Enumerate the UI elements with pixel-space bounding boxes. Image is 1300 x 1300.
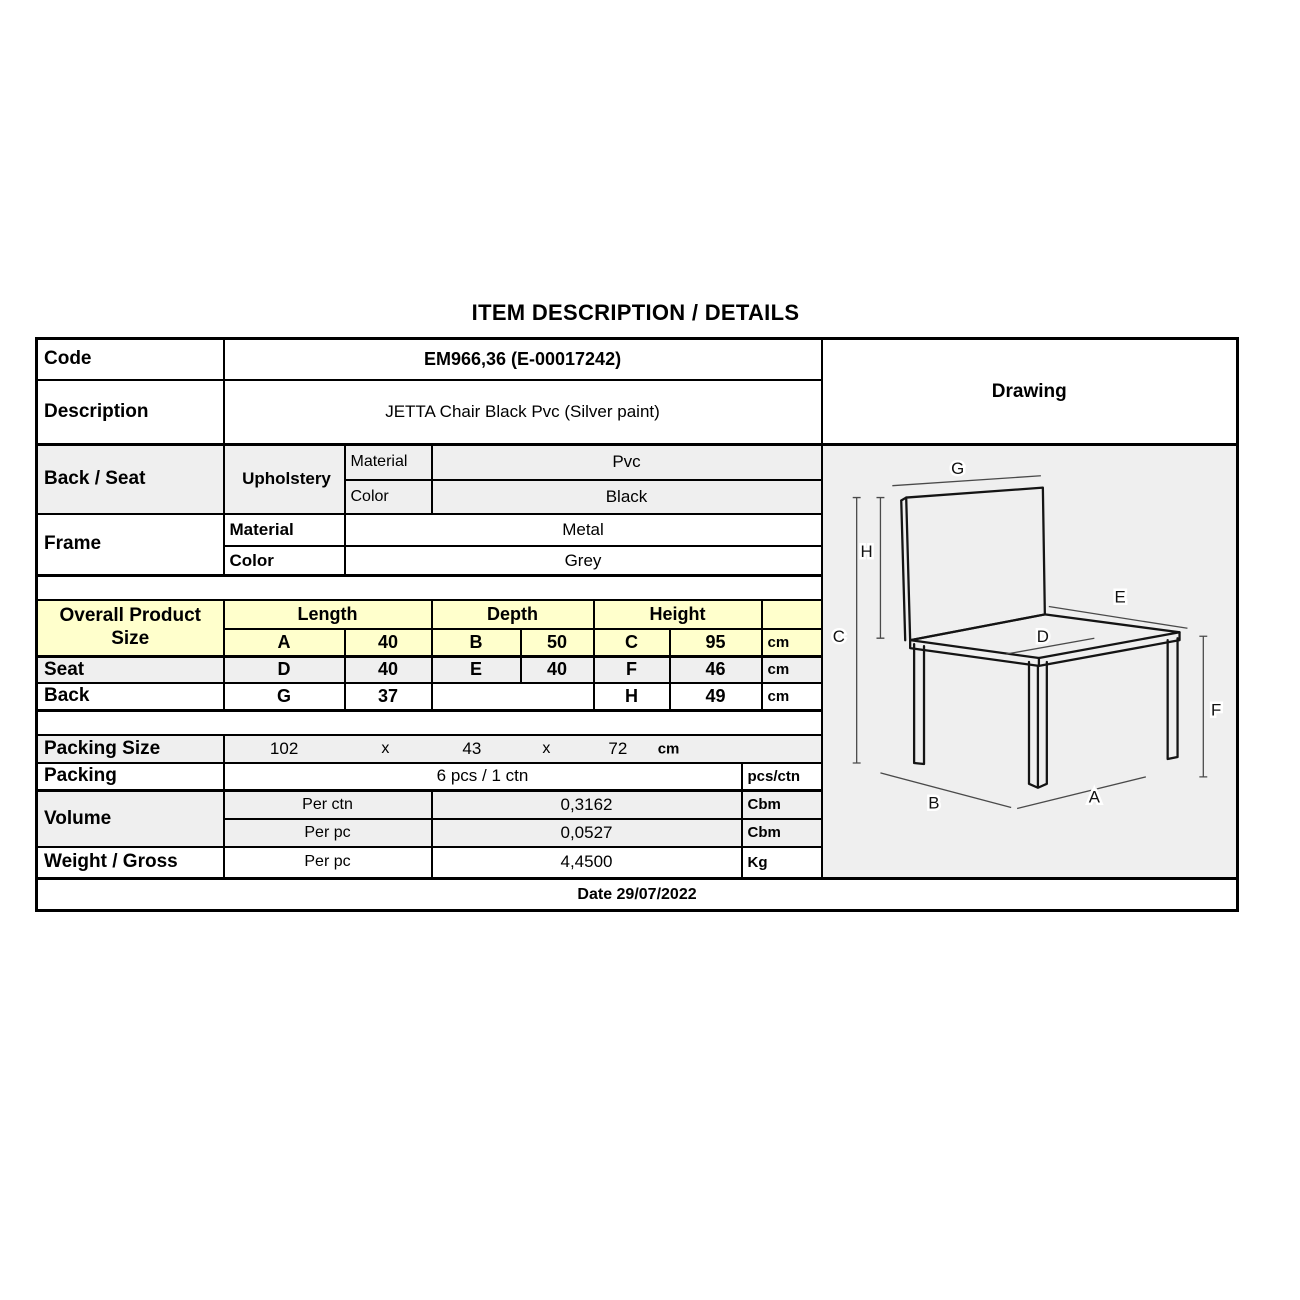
volume-per-pc-value: 0,0527 — [432, 819, 742, 847]
dim-h-letter: H — [594, 683, 670, 710]
date-value: Date 29/07/2022 — [37, 879, 1238, 911]
dim-label-e: E — [1114, 587, 1126, 607]
dim-c-letter: C — [594, 629, 670, 656]
back-unit: cm — [762, 683, 822, 710]
packing-size-x2: x — [542, 740, 551, 758]
dim-d-value: 40 — [345, 656, 432, 683]
dim-b-value: 50 — [521, 629, 594, 656]
size-header-height: Height — [594, 600, 762, 629]
page-title: ITEM DESCRIPTION / DETAILS — [471, 300, 800, 325]
description-label: Description — [37, 380, 224, 445]
code-label: Code — [37, 339, 224, 380]
packing-size-value — [224, 735, 822, 763]
frame-color-label: Color — [224, 546, 345, 576]
spec-table — [35, 337, 1239, 912]
dim-h-value: 49 — [670, 683, 762, 710]
chair-left-leg — [914, 644, 924, 764]
seat-unit: cm — [762, 656, 822, 683]
weight-value: 4,4500 — [432, 847, 742, 879]
dim-g-value: 37 — [345, 683, 432, 710]
back-depth-empty — [432, 683, 594, 710]
chair-backrest-edge — [901, 498, 906, 641]
overall-unit: cm — [762, 629, 822, 656]
dim-e-value: 40 — [521, 656, 594, 683]
dim-g-letter: G — [224, 683, 345, 710]
code-value: EM966,36 (E-00017242) — [224, 339, 822, 380]
spacer-cell — [37, 576, 822, 600]
back-seat-color-label: Color — [345, 480, 432, 514]
dim-b-letter: B — [432, 629, 521, 656]
dim-line-b — [880, 773, 1011, 808]
size-header-depth: Depth — [432, 600, 594, 629]
frame-material-label: Material — [224, 514, 345, 546]
back-seat-material-value: Pvc — [432, 445, 822, 480]
weight-unit: Kg — [742, 847, 822, 879]
back-seat-label: Back / Seat — [37, 445, 224, 514]
dim-e-letter: E — [432, 656, 521, 683]
packing-size-height: 72 — [608, 739, 628, 759]
back-seat-material-label: Material — [345, 445, 432, 480]
dim-label-h: H — [860, 541, 873, 561]
packing-size-length: 102 — [269, 739, 299, 759]
dim-label-a: A — [1088, 787, 1100, 807]
frame-material-value: Metal — [345, 514, 822, 546]
size-header-length: Length — [224, 600, 432, 629]
dim-label-g: G — [950, 458, 964, 478]
dim-line-d — [1006, 638, 1094, 654]
packing-size-x1: x — [381, 740, 390, 758]
drawing-canvas — [822, 445, 1238, 879]
weight-label: Weight / Gross — [37, 847, 224, 879]
packing-size-unit: cm — [657, 740, 680, 758]
chair-right-leg — [1167, 638, 1177, 759]
volume-per-pc-label: Per pc — [224, 819, 432, 847]
description-value: JETTA Chair Black Pvc (Silver paint) — [224, 380, 822, 445]
packing-unit: pcs/ctn — [742, 763, 822, 790]
spacer-cell — [37, 710, 822, 735]
frame-label: Frame — [37, 514, 224, 576]
weight-attr: Per pc — [224, 847, 432, 879]
dim-label-f: F — [1210, 700, 1221, 720]
dim-f-value: 46 — [670, 656, 762, 683]
volume-per-ctn-label: Per ctn — [224, 790, 432, 818]
volume-per-ctn-unit: Cbm — [742, 790, 822, 818]
dim-line-c — [852, 498, 860, 763]
volume-per-pc-unit: Cbm — [742, 819, 822, 847]
packing-label: Packing — [37, 763, 224, 790]
code-row — [37, 339, 1238, 380]
dim-d-letter: D — [224, 656, 345, 683]
back-seat-color-value: Black — [432, 480, 822, 514]
packing-size-depth: 43 — [462, 739, 482, 759]
dim-label-b: B — [927, 793, 940, 813]
dim-line-g — [892, 476, 1041, 486]
volume-label: Volume — [37, 790, 224, 846]
dim-a-value: 40 — [345, 629, 432, 656]
dim-label-c: C — [832, 627, 845, 647]
dim-c-value: 95 — [670, 629, 762, 656]
drawing-header: Drawing — [822, 339, 1238, 445]
packing-size-label: Packing Size — [37, 735, 224, 763]
dim-label-d: D — [1036, 627, 1049, 647]
size-table-label: Overall Product Size — [37, 600, 224, 656]
size-header-unit-empty — [762, 600, 822, 629]
dim-f-letter: F — [594, 656, 670, 683]
dim-line-h — [876, 498, 884, 639]
packing-value: 6 pcs / 1 ctn — [224, 763, 742, 790]
frame-color-value: Grey — [345, 546, 822, 576]
seat-row-label: Seat — [37, 656, 224, 683]
back-seat-material-row — [37, 445, 1238, 480]
dim-line-a — [1017, 777, 1146, 809]
dim-a-letter: A — [224, 629, 345, 656]
chair-drawing — [823, 446, 1235, 872]
chair-front-leg — [1029, 662, 1047, 788]
dim-line-f — [1199, 636, 1207, 777]
upholstery-label: Upholstery — [224, 445, 345, 514]
volume-per-ctn-value: 0,3162 — [432, 790, 742, 818]
date-row — [37, 879, 1238, 911]
back-row-label: Back — [37, 683, 224, 710]
